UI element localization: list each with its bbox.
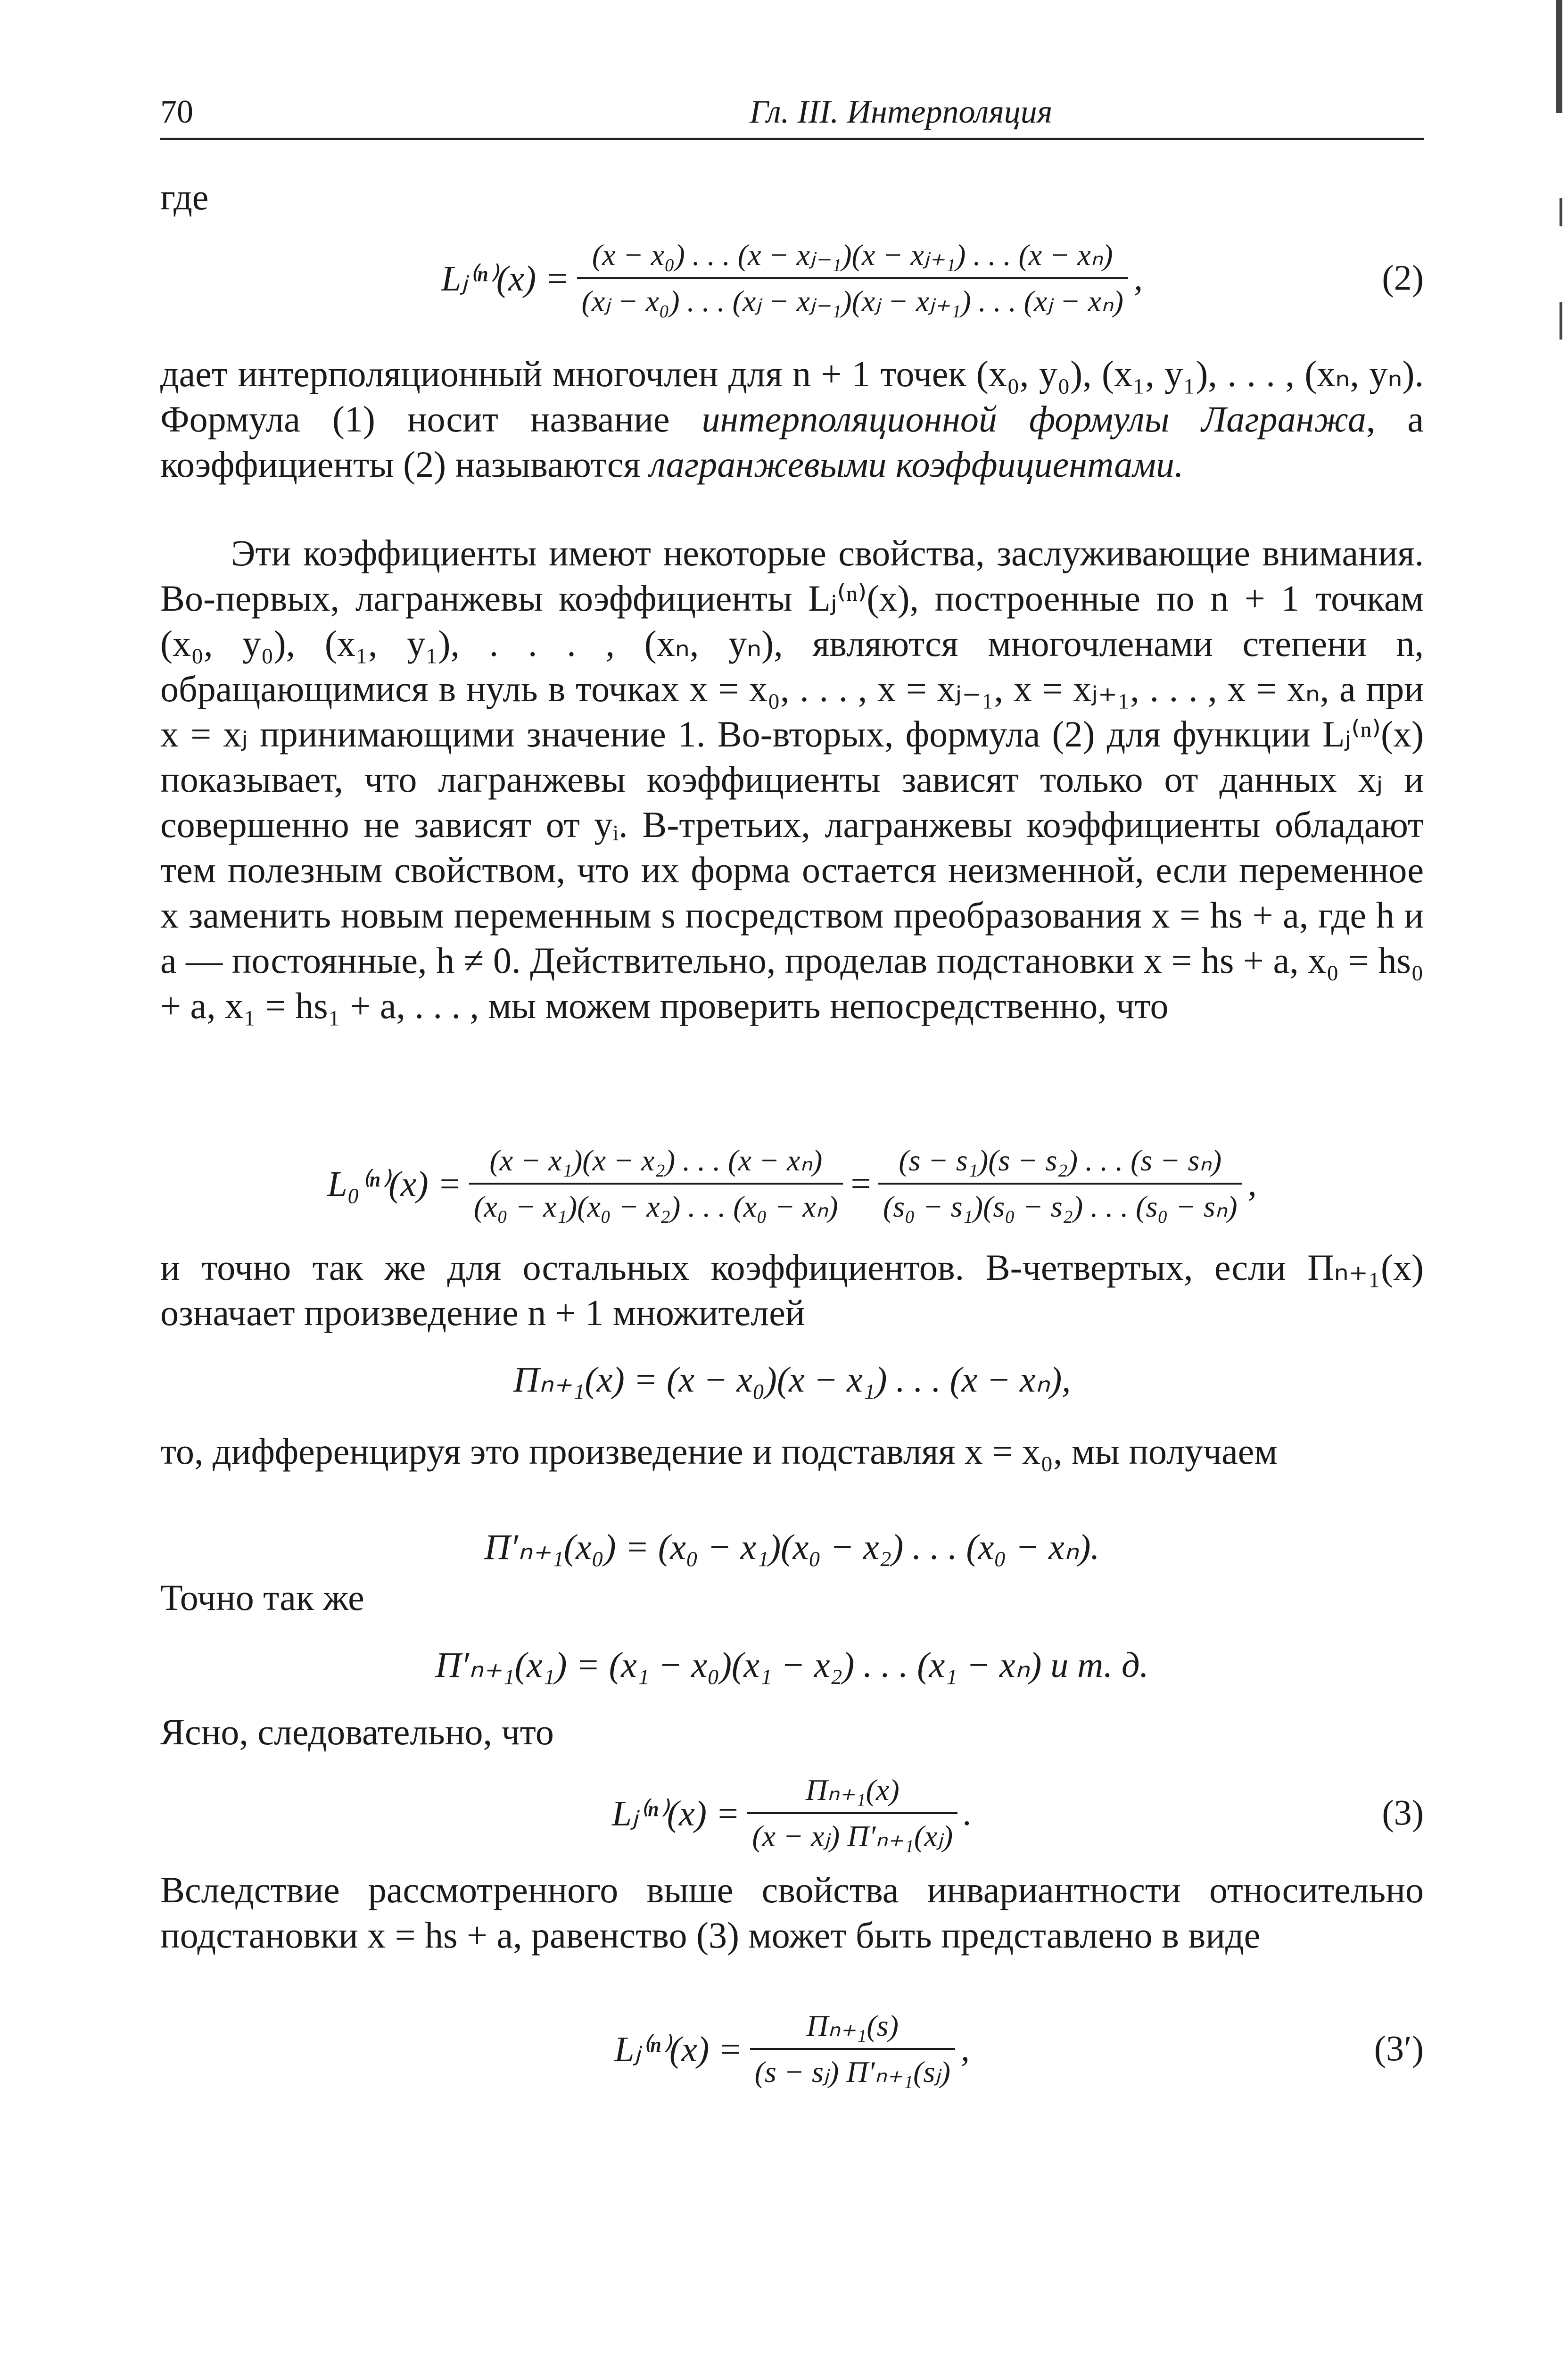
eq3-numerator: Πₙ₊₁(x)	[805, 1773, 900, 1807]
eq2-fraction	[577, 238, 1128, 319]
equation-derivative-x0: Π′ₙ₊₁(x₀) = (x₀ − x₁)(x₀ − x₂) . . . (x₀ − xₙ).	[484, 1527, 1100, 1567]
eq3-tail: .	[963, 1793, 973, 1833]
eq2-number: (2)	[1382, 258, 1424, 298]
eqL0-numerator-s: (s − s₁)(s − s₂) . . . (s − sₙ)	[899, 1144, 1222, 1177]
eq3-lhs: Lⱼ⁽ⁿ⁾(x) =	[611, 1794, 740, 1833]
eqL0-equals: =	[848, 1163, 873, 1203]
scan-edge-mark	[1560, 198, 1562, 226]
eq2-lhs: Lⱼ⁽ⁿ⁾(x) =	[441, 259, 569, 299]
eq2-numerator: (x − x₀) . . . (x − xⱼ₋₁)(x − xⱼ₊₁) . . . (x − xₙ)	[592, 238, 1113, 272]
eqL0-fraction-s	[878, 1143, 1242, 1224]
equation-3	[160, 1764, 1424, 1863]
equation-product: Πₙ₊₁(x) = (x − x₀)(x − x₁) . . . (x − xₙ),	[513, 1360, 1071, 1400]
paragraph-where: где	[160, 176, 209, 217]
paragraph-therefore: Ясно, следовательно, что	[160, 1711, 554, 1752]
paragraph-differentiating: то, дифференцируя это произведение и подставляя x = x₀, мы получаем	[160, 1431, 1278, 1472]
page-number: 70	[160, 94, 193, 130]
page-header	[160, 89, 1424, 140]
p1-text-c: , а коэффициенты (2) называются	[160, 398, 1424, 485]
eqL0-tail: ,	[1247, 1163, 1257, 1203]
equation-L0	[160, 1139, 1424, 1228]
paragraph-likewise: Точно так же	[160, 1577, 364, 1618]
equation-2	[160, 222, 1424, 335]
eq3p-fraction	[750, 2008, 955, 2090]
eqL0-numerator-x: (x − x₁)(x − x₂) . . . (x − xₙ)	[489, 1144, 823, 1177]
p1-term-formula: интерполяционной формулы Лагранжа	[701, 398, 1366, 439]
eq3p-tail: ,	[960, 2029, 970, 2069]
scan-edge-mark	[1560, 302, 1562, 340]
equation-derivative-x1: Π′ₙ₊₁(x₁) = (x₁ − x₀)(x₁ − x₂) . . . (x₁ − xₙ) и т. д.	[435, 1645, 1149, 1685]
eq3-fraction	[747, 1773, 957, 1854]
eq3-denominator: (x − xⱼ) Π′ₙ₊₁(xⱼ)	[747, 1812, 957, 1854]
chapter-title: Гл. III. Интерполяция	[750, 94, 1053, 130]
eq3p-lhs: Lⱼ⁽ⁿ⁾(x) =	[614, 2030, 743, 2069]
p1-text-a: дает интерполяционный многочлен для n + 1 точек (x₀, y₀), (x₁, y₁), . . . , (xₙ, yₙ). Формула (1) носит название	[160, 353, 1424, 439]
eq2-tail: ,	[1133, 258, 1143, 298]
eqL0-denominator-x: (x₀ − x₁)(x₀ − x₂) . . . (x₀ − xₙ)	[469, 1183, 843, 1224]
eq3p-numerator: Πₙ₊₁(s)	[806, 2009, 899, 2042]
eqL0-denominator-s: (s₀ − s₁)(s₀ − s₂) . . . (s₀ − sₙ)	[878, 1183, 1242, 1224]
paragraph-invariance: Вследствие рассмотренного выше свойства инвариантности относительно подстановки x = hs + a, равенство (3) может быть представлено в виде	[160, 1869, 1424, 1956]
p1-term-coefficients: лагранжевыми коэффициентами.	[649, 444, 1184, 485]
eq2-denominator: (xⱼ − x₀) . . . (xⱼ − xⱼ₋₁)(xⱼ − xⱼ₊₁) . . . (xⱼ − xₙ)	[577, 277, 1128, 319]
eq3p-denominator: (s − sⱼ) Π′ₙ₊₁(sⱼ)	[750, 2048, 955, 2090]
paragraph-fourth-property: и точно так же для остальных коэффициентов. В-четвертых, если Πₙ₊₁(x) означает произведение n + 1 множителей	[160, 1247, 1424, 1333]
eqL0-fraction-x	[469, 1143, 843, 1224]
equation-3-prime	[160, 1999, 1424, 2098]
paragraph-lagrange-definition	[160, 351, 1424, 487]
scan-edge-mark	[1556, 0, 1562, 113]
eq3-number: (3)	[1382, 1793, 1424, 1833]
eqL0-lhs: L₀⁽ⁿ⁾(x) =	[327, 1164, 462, 1204]
paragraph-properties: Эти коэффициенты имеют некоторые свойства, заслуживающие внимания. Во-первых, лагранжевы коэффициенты Lⱼ⁽ⁿ⁾(x), построенные по n + 1 точкам (x₀, y₀), (x₁, y₁), . . . , (xₙ, yₙ), являются многочленами степени n, обращающимися в нуль в точках x = x₀, . . . , x = xⱼ₋₁, x = xⱼ₊₁, . . . , x = xₙ, а при x = xⱼ принимающими значение 1. Во-вторых, формула (2) для функции Lⱼ⁽ⁿ⁾(x) показывает, что лагранжевы коэффициенты зависят только от данных xⱼ и совершенно не зависят от yᵢ. В-третьих, лагранжевы коэффициенты обладают тем полезным свойством, что их форма остается неизменной, если переменное x заменить новым переменным s посредством преобразования x = hs + a, где h и a — постоянные, h ≠ 0. Действительно, проделав подстановки x = hs + a, x₀ = hs₀ + a, x₁ = hs₁ + a, . . . , мы можем проверить непосредственно, что	[160, 532, 1424, 1026]
eq3p-number: (3′)	[1374, 2029, 1424, 2069]
